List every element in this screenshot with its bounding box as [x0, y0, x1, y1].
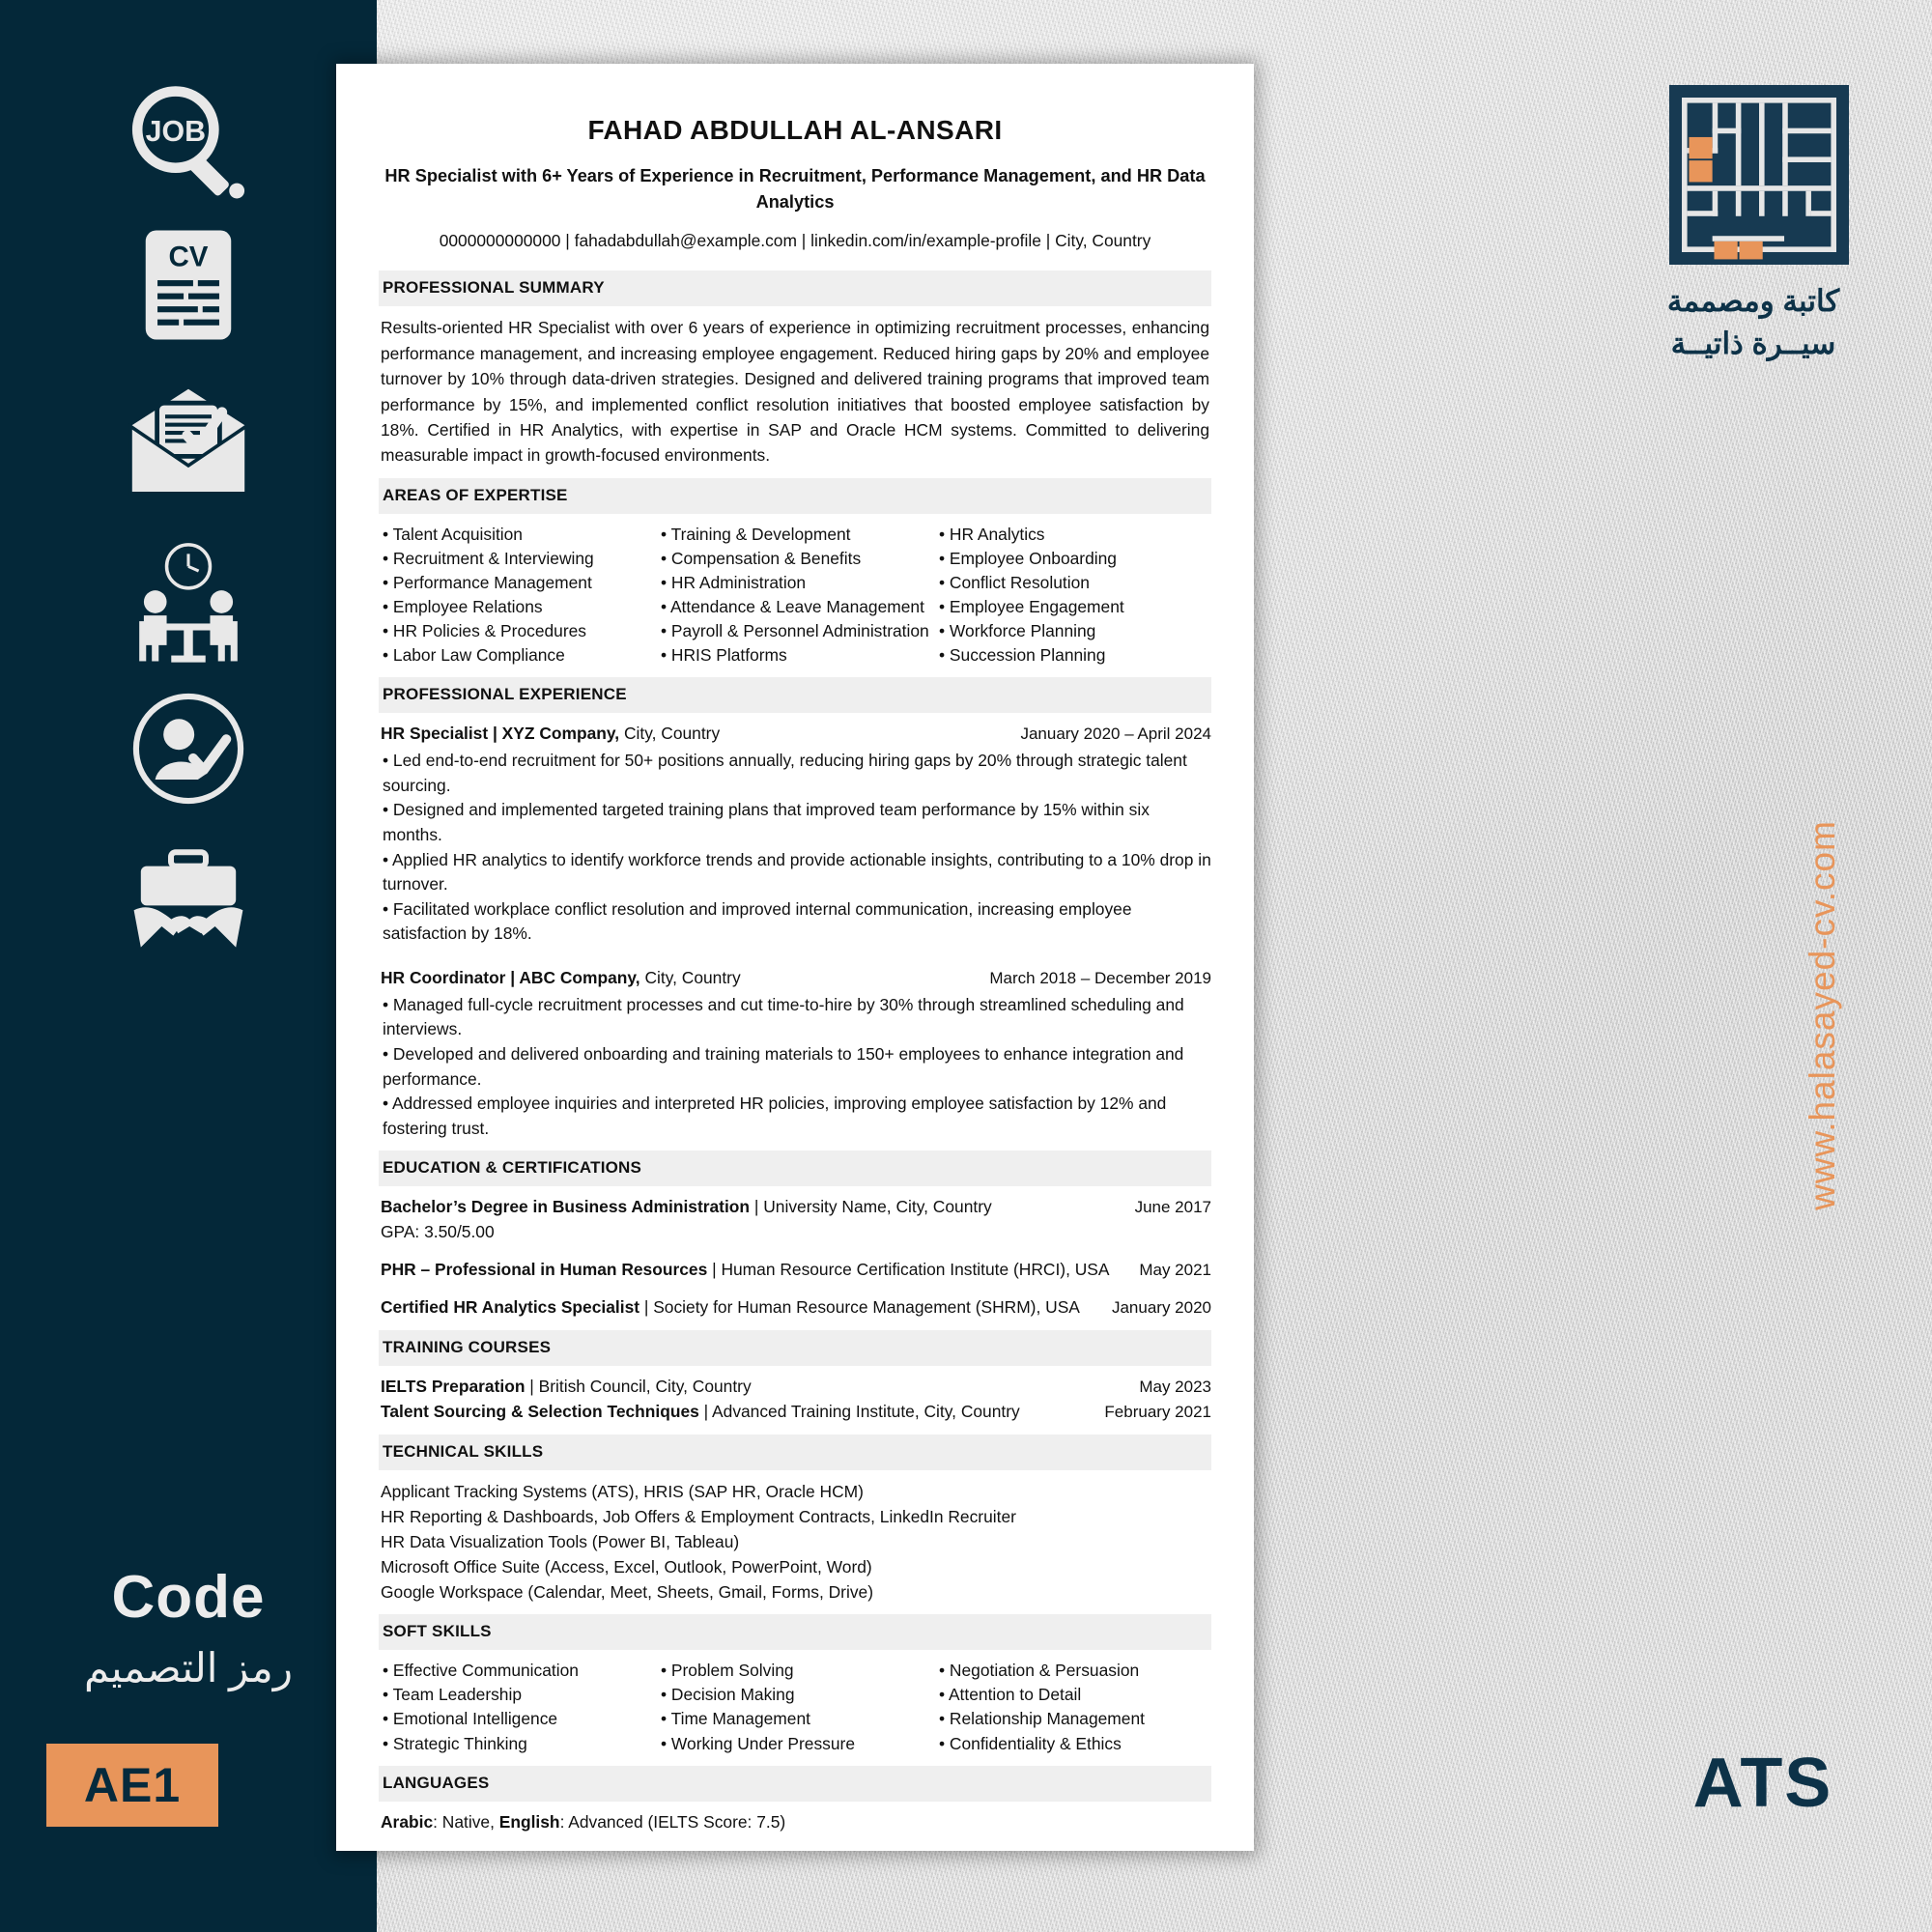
expertise-item: • Performance Management — [383, 573, 592, 593]
expertise-item: • Recruitment & Interviewing — [383, 548, 594, 568]
job-header — [379, 722, 1211, 747]
section-header-areas-of-expertise: AREAS OF EXPERTISE — [379, 478, 1211, 514]
svg-text:JOB: JOB — [145, 116, 207, 149]
candidate-name: FAHAD ABDULLAH AL-ANSARI — [587, 115, 1003, 145]
section-header-technical-skills: TECHNICAL SKILLS — [379, 1435, 1211, 1470]
professional-experience-list — [379, 722, 1211, 1141]
section-header-training-courses: TRAINING COURSES — [379, 1330, 1211, 1366]
brand-website-url: www.halasayed-cv.com — [1803, 820, 1842, 1210]
brand-arabic-line-2: سيــرة ذاتيــة — [1670, 327, 1836, 361]
technical-skill-line: Applicant Tracking Systems (ATS), HRIS (SAP HR, Oracle HCM) — [381, 1481, 864, 1501]
soft-skill-item: • Team Leadership — [383, 1685, 523, 1705]
professional-summary-text: Results-oriented HR Specialist with over 6 years of experience in optimizing recruitment processes, enhancing performance management, and increasing employee engagement. Reduced hiring gaps by 20% and employee turnover by 10% through data-driven strategies. Designed and delivered training programs that improved team performance by 15%, and implemented conflict resolution initiatives that boosted employee satisfaction by 18%. Certified in HR Analytics, with expertise in SAP and Oracle HCM systems. Committed to delivering measurable impact in growth-focused environments. — [381, 318, 1209, 466]
expertise-item: • Workforce Planning — [939, 621, 1096, 641]
soft-skill-item: • Confidentiality & Ethics — [939, 1733, 1122, 1753]
expertise-item: • Conflict Resolution — [939, 573, 1090, 593]
job-bullet: • Developed and delivered onboarding and training materials to 150+ employees to enhance integration and performance. — [383, 1044, 1184, 1089]
job-bullet: • Managed full-cycle recruitment processes and cut time-to-hire by 30% through streamlined scheduling and interviews. — [383, 994, 1184, 1039]
design-code-block — [0, 1565, 377, 1693]
expertise-item: • Employee Engagement — [939, 597, 1124, 617]
technical-skill-line: Microsoft Office Suite (Access, Excel, Outlook, PowerPoint, Word) — [381, 1557, 872, 1577]
soft-skills-grid — [379, 1659, 1211, 1755]
cv-document-icon — [140, 228, 237, 342]
expertise-item: • Talent Acquisition — [383, 524, 523, 544]
code-label-ar: رمز التصميم — [83, 1645, 294, 1691]
expertise-item: • Labor Law Compliance — [383, 645, 565, 666]
soft-skill-item: • Time Management — [661, 1709, 810, 1729]
sidebar-icon-cover-letter — [0, 375, 377, 510]
soft-skill-item: • Working Under Pressure — [661, 1733, 856, 1753]
entry-date: January 2020 — [1111, 1297, 1211, 1317]
section-header-professional-summary: PROFESSIONAL SUMMARY — [379, 270, 1211, 306]
left-sidebar — [0, 0, 377, 1932]
technical-skills-list — [379, 1479, 1211, 1605]
job-spacer — [379, 947, 1211, 962]
job-search-magnifier-icon — [125, 81, 252, 209]
training-row — [379, 1375, 1211, 1400]
expertise-item: • HRIS Platforms — [661, 645, 787, 666]
entry-date: June 2017 — [1134, 1198, 1211, 1217]
sidebar-icon-job-search — [0, 68, 377, 222]
expertise-item: • Training & Development — [661, 524, 851, 544]
job-title: HR Specialist | XYZ Company, City, Country — [381, 724, 721, 744]
candidate-headline: HR Specialist with 6+ Years of Experience in Recruitment, Performance Management, and HR Data Analytics — [384, 166, 1206, 212]
expertise-item: • Succession Planning — [939, 645, 1106, 666]
expertise-item: • Employee Onboarding — [939, 548, 1117, 568]
entry-spacer — [379, 1245, 1211, 1258]
job-bullet: • Addressed employee inquiries and interpreted HR policies, improving employee satisfaction by 12% and fostering trust. — [383, 1094, 1167, 1138]
job-bullet: • Led end-to-end recruitment for 50+ positions annually, reducing hiring gaps by 20% through strategic talent sourcing. — [383, 751, 1187, 795]
soft-skill-item: • Negotiation & Persuasion — [939, 1661, 1140, 1681]
sidebar-icon-cv-document — [0, 217, 377, 353]
entry-spacer — [379, 1283, 1211, 1295]
entry-title: Bachelor’s Degree in Business Administration | University Name, City, Country — [381, 1197, 992, 1217]
languages-line: Arabic: Native, English: Advanced (IELTS Score: 7.5) — [381, 1811, 786, 1832]
soft-skill-item: • Relationship Management — [939, 1709, 1145, 1729]
sidebar-icon-offer-handshake — [0, 831, 377, 976]
technical-skill-line: Google Workspace (Calendar, Meet, Sheets, Gmail, Forms, Drive) — [381, 1582, 873, 1603]
entry-date: May 2021 — [1139, 1260, 1211, 1279]
technical-skill-line: HR Data Visualization Tools (Power BI, Tableau) — [381, 1532, 740, 1552]
interview-table-clock-icon — [126, 541, 251, 663]
areas-of-expertise-grid — [379, 523, 1211, 668]
entry-title: IELTS Preparation | British Council, City, Country — [381, 1376, 752, 1396]
education-list — [379, 1195, 1211, 1321]
resume-page — [336, 64, 1254, 1851]
expertise-item: • Compensation & Benefits — [661, 548, 862, 568]
education-row — [379, 1258, 1211, 1283]
job-date: March 2018 – December 2019 — [989, 968, 1211, 987]
entry-date: May 2023 — [1139, 1377, 1211, 1396]
profile-verified-icon — [131, 692, 245, 806]
expertise-item: • Employee Relations — [383, 597, 543, 617]
job-bullet: • Designed and implemented targeted training plans that improved team performance by 15% within six months. — [383, 800, 1150, 844]
entry-date: February 2021 — [1104, 1402, 1211, 1421]
job-title: HR Coordinator | ABC Company, City, Country — [381, 967, 741, 987]
cover-letter-envelope-icon — [125, 386, 252, 498]
section-header-languages: LANGUAGES — [379, 1766, 1211, 1802]
section-header-education: EDUCATION & CERTIFICATIONS — [379, 1151, 1211, 1186]
svg-text:CV: CV — [168, 241, 209, 273]
education-row — [379, 1295, 1211, 1321]
expertise-item: • HR Policies & Procedures — [383, 621, 586, 641]
kufic-square-logo — [1669, 85, 1849, 265]
job-date: January 2020 – April 2024 — [1020, 724, 1211, 744]
entry-subline: GPA: 3.50/5.00 — [381, 1222, 495, 1242]
expertise-item: • HR Administration — [661, 573, 807, 593]
design-code-badge: AE1 — [46, 1744, 218, 1827]
training-row — [379, 1400, 1211, 1425]
entry-title: PHR – Professional in Human Resources | Human Resource Certification Institute (HRCI), USA — [381, 1259, 1110, 1279]
job-bullet: • Applied HR analytics to identify workforce trends and provide actionable insights, contributing to a 10% drop in turnover. — [383, 849, 1211, 895]
section-header-professional-experience: PROFESSIONAL EXPERIENCE — [379, 677, 1211, 713]
entry-title: Talent Sourcing & Selection Techniques | Advanced Training Institute, City, Country — [381, 1401, 1020, 1421]
code-label-en: Code — [111, 1564, 266, 1631]
brand-arabic-line-1: كاتبة ومصممة — [1666, 284, 1840, 318]
soft-skill-item: • Strategic Thinking — [383, 1733, 527, 1753]
job-header — [379, 966, 1211, 991]
briefcase-handshake-icon — [125, 845, 252, 961]
soft-skill-item: • Problem Solving — [661, 1661, 794, 1681]
entry-title: Certified HR Analytics Specialist | Society for Human Resource Management (SHRM), USA — [381, 1296, 1080, 1317]
soft-skill-item: • Effective Communication — [383, 1661, 579, 1681]
soft-skill-item: • Attention to Detail — [939, 1685, 1082, 1705]
soft-skill-item: • Emotional Intelligence — [383, 1709, 558, 1729]
sidebar-icon-profile-verified — [0, 681, 377, 816]
sidebar-icon-interview — [0, 529, 377, 674]
candidate-contact-line: 0000000000000 | fahadabdullah@example.com | linkedin.com/in/example-profile | City, Country — [439, 230, 1151, 250]
expertise-item: • HR Analytics — [939, 524, 1045, 544]
brand-arabic-tagline — [1604, 280, 1903, 365]
education-row — [379, 1195, 1211, 1220]
expertise-item: • Attendance & Leave Management — [661, 597, 924, 617]
section-header-soft-skills: SOFT SKILLS — [379, 1614, 1211, 1650]
training-courses-list — [379, 1375, 1211, 1425]
technical-skill-line: HR Reporting & Dashboards, Job Offers & Employment Contracts, LinkedIn Recruiter — [381, 1506, 1016, 1526]
expertise-item: • Payroll & Personnel Administration — [661, 621, 929, 641]
soft-skill-item: • Decision Making — [661, 1685, 795, 1705]
ats-mark: ATS — [1692, 1745, 1833, 1822]
job-bullet: • Facilitated workplace conflict resolution and improved internal communication, increasing employee satisfaction by 18%. — [383, 898, 1132, 944]
